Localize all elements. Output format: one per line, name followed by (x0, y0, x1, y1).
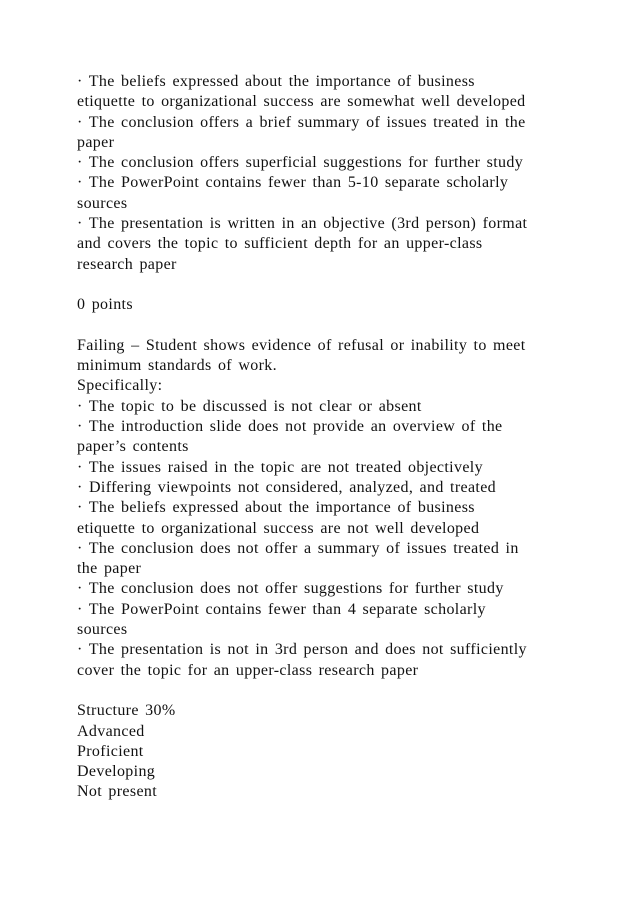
text-line: paper’s contents (77, 438, 189, 456)
text-line: sources (77, 621, 128, 639)
text-line: · The conclusion does not offer suggestions for further study (77, 580, 504, 598)
text-line: etiquette to organizational success are somewhat well developed (77, 93, 526, 111)
section-heading: Structure 30% (77, 702, 176, 720)
text-line: · Differing viewpoints not considered, analyzed, and treated (77, 478, 497, 496)
text-line: · The presentation is not in 3rd person and does not sufficiently (77, 641, 527, 659)
text-line: · The conclusion offers a brief summary of issues treated in the (77, 113, 526, 131)
text-line: Specifically: (77, 377, 163, 395)
text-line: etiquette to organizational success are not well developed (77, 519, 480, 537)
text-line: the paper (77, 560, 142, 578)
text-line: · The PowerPoint contains fewer than 5-10 separate scholarly (77, 174, 509, 192)
text-line: Failing – Student shows evidence of refusal or inability to meet (77, 336, 526, 354)
points-label: 0 points (77, 296, 133, 314)
text-line: · The PowerPoint contains fewer than 4 separate scholarly (77, 600, 486, 618)
blank-line (77, 275, 577, 295)
text-line: · The introduction slide does not provide an overview of the (77, 418, 503, 436)
text-line: · The conclusion offers superficial suggestions for further study (77, 154, 524, 172)
text-line: cover the topic for an upper-class research paper (77, 661, 419, 679)
text-line: minimum standards of work. (77, 357, 277, 375)
text-line: · The issues raised in the topic are not treated objectively (77, 458, 483, 476)
level-label: Not present (77, 783, 158, 801)
blank-line (77, 316, 577, 336)
blank-line (77, 681, 577, 701)
text-line: and covers the topic to sufficient depth for an upper-class (77, 235, 483, 253)
text-line: paper (77, 133, 115, 151)
level-label: Proficient (77, 742, 144, 760)
level-label: Advanced (77, 722, 145, 740)
text-line: · The conclusion does not offer a summary of issues treated in (77, 539, 519, 557)
text-line: research paper (77, 255, 177, 273)
text-line: · The beliefs expressed about the importance of business (77, 499, 475, 517)
text-line: · The presentation is written in an objective (3rd person) format (77, 215, 528, 233)
level-label: Developing (77, 763, 156, 781)
text-line: · The beliefs expressed about the importance of business (77, 73, 475, 90)
document-text (77, 72, 577, 803)
text-line: · The topic to be discussed is not clear or absent (77, 397, 422, 415)
text-line: sources (77, 194, 128, 212)
